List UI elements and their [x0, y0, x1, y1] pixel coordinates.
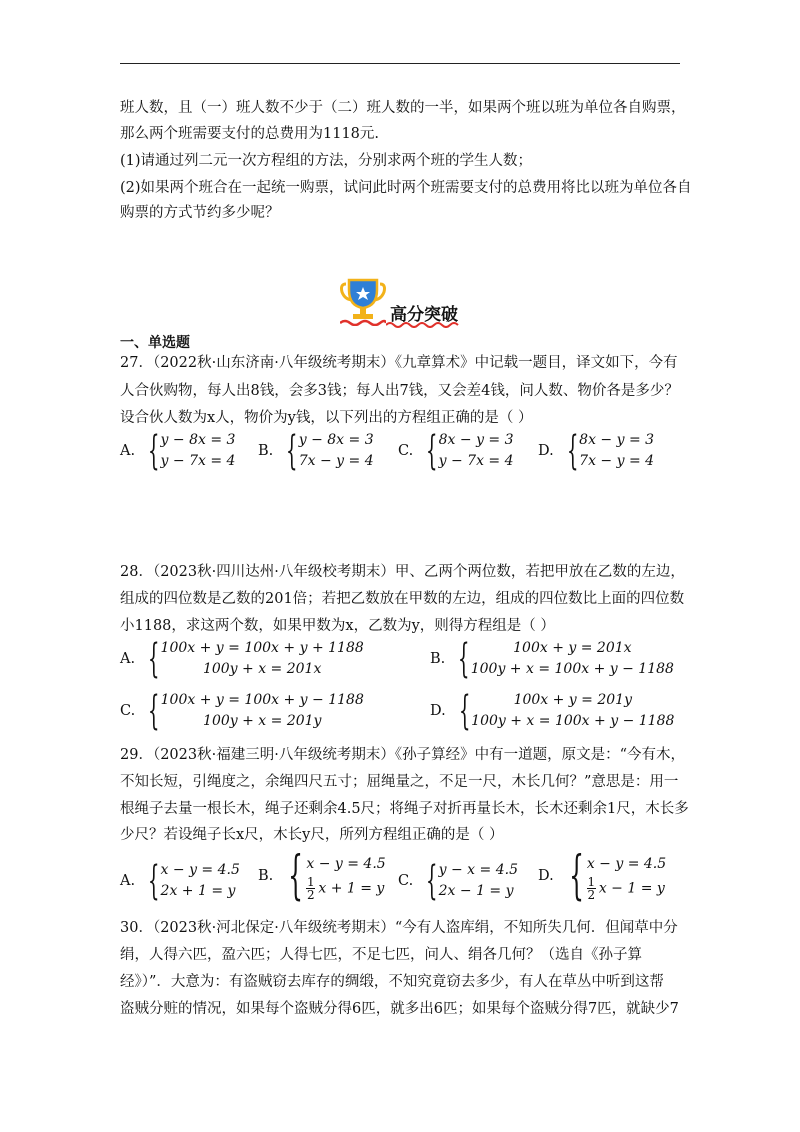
- equation: x + 1 = y: [318, 880, 385, 896]
- q27-line-2: 人合伙购物，每人出8钱，会多3钱；每人出7钱，又会差4钱，问人数、物价各是多少？: [120, 383, 679, 399]
- equation: x − y = 4.5: [306, 855, 386, 872]
- option-label: A.: [120, 651, 136, 667]
- q28-line-3: 小1188，求这两个数，如果甲数为x，乙数为y，则得方程组是（ ）: [120, 618, 555, 634]
- equation: 100x + y = 100x + y − 1188: [160, 692, 364, 708]
- q28-option-d[interactable]: D. { 100x + y = 201y 100y + x = 100x + y − 1188: [430, 688, 675, 734]
- equation: 7x − y = 4: [579, 453, 655, 469]
- equation: x − y = 4.5: [586, 855, 667, 872]
- prev-problem-line-2: 那么两个班需要支付的总费用为1118元.: [120, 126, 380, 142]
- badge-title: 高分突破: [390, 305, 458, 325]
- equation: 8x − y = 3: [579, 432, 655, 448]
- equation: 7x − y = 4: [298, 453, 374, 469]
- prev-problem-q2-cont: 购票的方式节约多少呢？: [120, 205, 280, 221]
- equation: 100y + x = 100x + y − 1188: [470, 661, 674, 677]
- equation: x − 1 = y: [598, 880, 665, 896]
- prev-problem-q2: (2)如果两个班合在一起统一购票，试问此时两个班需要支付的总费用将比以班为单位各自: [120, 180, 692, 196]
- wave-decoration: [386, 321, 460, 328]
- option-label: B.: [258, 868, 274, 884]
- equation: y − 8x = 3: [160, 432, 236, 448]
- header-rule: [120, 63, 680, 64]
- option-label: A.: [120, 873, 136, 889]
- fraction-one-half: $\frac{1}{2}$: [587, 874, 596, 902]
- fraction-one-half: $\frac{1}{2}$: [307, 874, 315, 902]
- prev-problem-line-1: 班人数，且（一）班人数不少于（二）班人数的一半，如果两个班以班为单位各自购票，: [120, 100, 686, 116]
- option-label: D.: [538, 443, 554, 459]
- q27-option-b[interactable]: B. { y − 8x = 3 7x − y = 4: [258, 428, 374, 474]
- equation: 100x + y = 201x: [513, 640, 632, 656]
- equation: 2x − 1 = y: [438, 883, 514, 899]
- equation: 100x + y = 201y: [513, 692, 632, 708]
- equation: 2x + 1 = y: [160, 883, 236, 899]
- q29-line-4: 少尺？若设绳子长x尺，木长y尺，所列方程组正确的是（ ）: [120, 827, 504, 843]
- option-label: A.: [120, 443, 136, 459]
- equation: y − 7x = 4: [438, 453, 514, 469]
- q29-line-1: 29．（2023秋·福建三明·八年级统考期末）《孙子算经》中有一道题，原文是：“今有木，: [120, 747, 685, 763]
- trophy-icon: [340, 276, 386, 326]
- equation: 100y + x = 201x: [202, 661, 322, 677]
- equation: y − 7x = 4: [160, 453, 236, 469]
- q27-line-1: 27．（2022秋·山东济南·八年级统考期末）《九章算术》中记载一题目，译文如下，今有: [120, 355, 678, 371]
- q30-line-4: 盗贼分赃的情况，如果每个盗贼分得6匹，就多出6匹；如果每个盗贼分得7匹，就缺少7: [120, 1001, 679, 1017]
- q29-option-d[interactable]: D. { x − y = 4.5 $\frac{1}{2}$ x − 1 = y: [538, 846, 667, 906]
- option-label: B.: [258, 443, 274, 459]
- equation: 8x − y = 3: [438, 432, 514, 448]
- q27-option-d[interactable]: D. { 8x − y = 3 7x − y = 4: [538, 428, 655, 474]
- q28-option-b[interactable]: B. { 100x + y = 201x 100y + x = 100x + y − 1188: [430, 636, 674, 682]
- equation: y − 8x = 3: [298, 432, 374, 448]
- q27-option-a[interactable]: A. { y − 8x = 3 y − 7x = 4: [120, 428, 236, 474]
- q28-option-a[interactable]: A. { 100x + y = 100x + y + 1188 100y + x = 201x: [120, 636, 364, 682]
- option-label: B.: [430, 651, 446, 667]
- q28-option-c[interactable]: C. { 100x + y = 100x + y − 1188 100y + x = 201y: [120, 688, 364, 734]
- q28-line-2: 组成的四位数是乙数的201倍；若把乙数放在甲数的左边，组成的四位数比上面的四位数: [120, 591, 685, 607]
- q29-option-c[interactable]: C. { y − x = 4.5 2x − 1 = y: [398, 858, 518, 904]
- q30-line-3: 经》）”．大意为：有盗贼窃去库存的绸缎，不知究竟窃去多少，有人在草丛中听到这帮: [120, 974, 664, 990]
- q29-option-b[interactable]: B. { x − y = 4.5 $\frac{1}{2}$ x + 1 = y: [258, 846, 386, 906]
- q28-line-1: 28．（2023秋·四川达州·八年级校考期末）甲、乙两个两位数，若把甲放在乙数的左边，: [120, 564, 685, 580]
- prev-problem-q1: (1)请通过列二元一次方程组的方法，分别求两个班的学生人数；: [120, 153, 533, 169]
- option-label: C.: [398, 443, 414, 459]
- option-label: C.: [398, 873, 414, 889]
- q29-line-3: 根绳子去量一根长木，绳子还剩余4.5尺；将绳子对折再量长木，长木还剩余1尺，木长多: [120, 801, 689, 817]
- q27-line-3: 设合伙人数为x人，物价为y钱，以下列出的方程组正确的是（ ）: [120, 410, 533, 426]
- equation: 100y + x = 100x + y − 1188: [471, 713, 675, 729]
- section-title: 一、单选题: [120, 335, 190, 351]
- option-label: D.: [538, 868, 554, 884]
- q27-option-c[interactable]: C. { 8x − y = 3 y − 7x = 4: [398, 428, 514, 474]
- equation: 100y + x = 201y: [203, 713, 322, 729]
- option-label: C.: [120, 703, 136, 719]
- equation: y − x = 4.5: [438, 862, 518, 878]
- q30-line-2: 绢，人得六匹，盈六匹；人得七匹，不足七匹，问人、绢各几何？（选自《孙子算: [120, 947, 642, 963]
- equation: x − y = 4.5: [160, 862, 240, 878]
- q30-line-1: 30．（2023秋·河北保定·八年级统考期末）“今有人盗库绢，不知所失几何．但闻草中分: [120, 920, 678, 936]
- q29-line-2: 不知长短，引绳度之，余绳四尺五寸；屈绳量之，不足一尺，木长几何？”意思是：用一: [120, 774, 679, 790]
- high-score-badge: [340, 276, 460, 328]
- equation: 100x + y = 100x + y + 1188: [160, 640, 364, 656]
- q29-option-a[interactable]: A. { x − y = 4.5 2x + 1 = y: [120, 858, 240, 904]
- option-label: D.: [430, 703, 446, 719]
